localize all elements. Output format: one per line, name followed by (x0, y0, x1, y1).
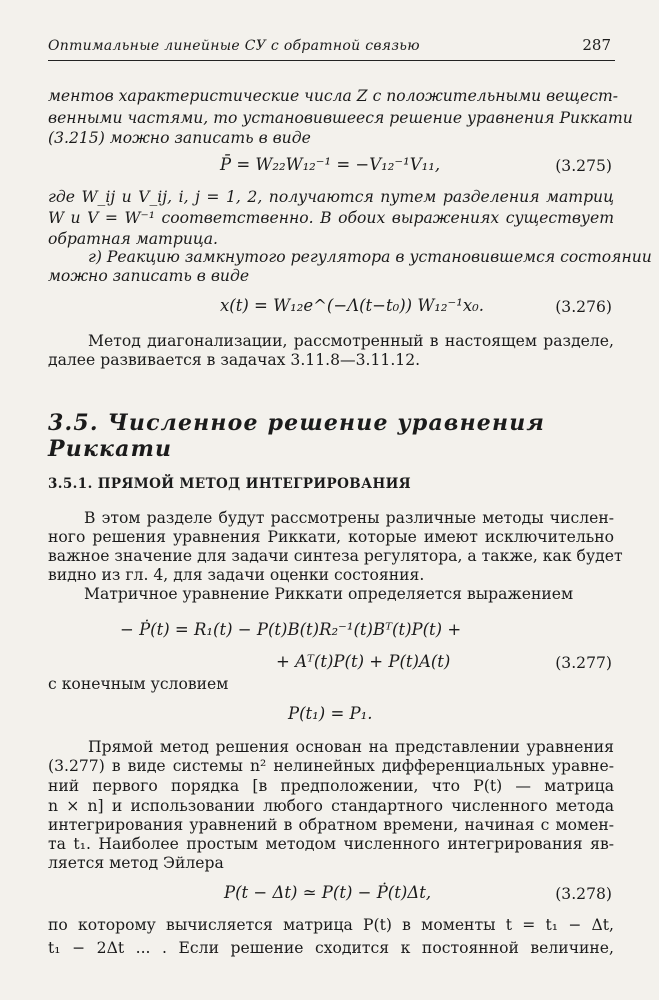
subsection-heading: 3.5.1. ПРЯМОЙ МЕТОД ИНТЕГРИРОВАНИЯ (48, 476, 412, 492)
equation-3-276 (48, 296, 614, 322)
para8-line7: ляется метод Эйлера (48, 854, 224, 872)
equation-3-278-expr: P(t − Δt) ≃ P(t) − Ṗ(t)Δt, (224, 883, 432, 902)
para8-line3: ний первого порядка [в предположении, что P(t) — матрица (48, 777, 614, 795)
equation-3-278-number: (3.278) (555, 885, 612, 903)
page-number: 287 (582, 36, 611, 54)
equation-3-276-number: (3.276) (555, 298, 612, 316)
running-title: Оптимальные линейные СУ с обратной связью (48, 38, 420, 54)
equation-3-277-number: (3.277) (555, 654, 612, 672)
para3-line2: можно записать в виде (48, 267, 250, 285)
equation-3-277-line1 (48, 620, 614, 646)
para8-line5: интегрирования уравнений в обратном времени, начиная с момен- (48, 816, 614, 834)
para2-line3: обратная матрица. (48, 230, 218, 248)
para1-line2: венными частями, то установившееся решение уравнения Риккати (48, 109, 633, 127)
para1-line3: (3.215) можно записать в виде (48, 129, 311, 147)
para6-line1: Матричное уравнение Риккати определяется выражением (84, 585, 574, 603)
section-heading-line2: Риккати (48, 436, 173, 462)
para8-line4: n × n] и использовании любого стандартного численного метода (48, 797, 614, 815)
para5-line4: видно из гл. 4, для задачи оценки состояния. (48, 566, 425, 584)
para8-line2: (3.277) в виде системы n² нелинейных дифференциальных уравне- (48, 757, 614, 775)
para7-line1: с конечным условием (48, 675, 229, 693)
para1-line1: ментов характеристические числа Z с положительными вещест- (48, 87, 619, 105)
equation-3-278 (48, 883, 614, 909)
para8-line1: Прямой метод решения основан на представлении уравнения (88, 738, 614, 756)
para8-line6: та t₁. Наиболее простым методом численного интегрирования яв- (48, 835, 614, 853)
para3-line1: г) Реакцию замкнутого регулятора в установившемся состоянии (88, 248, 652, 266)
para4-line1: Метод диагонализации, рассмотренный в настоящем разделе, (88, 332, 614, 350)
para2-line2: W и V = W⁻¹ соответственно. В обоих выражениях существует (48, 209, 614, 227)
equation-3-277-expr-line2: + Aᵀ(t)P(t) + P(t)A(t) (276, 652, 451, 671)
para9-line1: по которому вычисляется матрица P(t) в моменты t = t₁ − Δt, (48, 916, 614, 934)
equation-final-condition-expr: P(t₁) = P₁. (288, 704, 373, 723)
equation-3-275-expr: P̄ = W₂₂W₁₂⁻¹ = −V₁₂⁻¹V₁₁, (220, 155, 441, 174)
para5-line1: В этом разделе будут рассмотрены различные методы числен- (84, 509, 614, 527)
section-heading-line1: 3.5. Численное решение уравнения (48, 410, 546, 436)
para5-line2: ного решения уравнения Риккати, которые имеют исключительно (48, 528, 614, 546)
para5-line3: важное значение для задачи синтеза регулятора, а также, как будет (48, 547, 623, 565)
running-header (48, 38, 615, 61)
equation-3-275 (48, 155, 614, 181)
equation-3-277-expr-line1: − Ṗ(t) = R₁(t) − P(t)B(t)R₂⁻¹(t)Bᵀ(t)P(t) + (120, 620, 462, 639)
para4-line2: далее развивается в задачах 3.11.8—3.11.12. (48, 351, 421, 369)
para9-line2: t₁ − 2Δt ... . Если решение сходится к постоянной величине, (48, 939, 614, 957)
equation-3-276-expr: x(t) = W₁₂e^(−Λ(t−t₀)) W₁₂⁻¹x₀. (220, 296, 485, 315)
para2-line1: где W_ij и V_ij, i, j = 1, 2, получаются путем разделения матриц (48, 188, 614, 206)
equation-3-275-number: (3.275) (555, 157, 612, 175)
equation-final-condition (48, 704, 614, 730)
